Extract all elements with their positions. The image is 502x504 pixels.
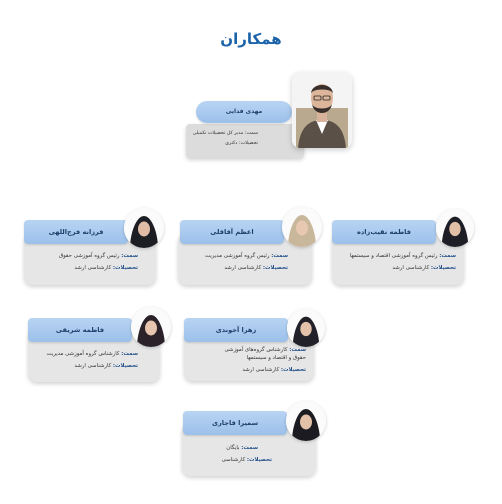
- staff-role: سمت: رئیس گروه آموزشی حقوق: [58, 253, 138, 259]
- woman-portrait-icon: [282, 207, 322, 247]
- staff-role: سمت: بایگان: [226, 445, 258, 451]
- staff-role: سمت: رئیس گروه آموزشی مدیریت: [205, 253, 288, 259]
- staff-name: فاطمه نقیب‌زاده: [332, 220, 436, 244]
- woman-portrait-icon: [131, 307, 171, 347]
- staff-education: تحصیلات: کارشناسی ارشد: [392, 265, 456, 271]
- manager-education: تحصیلات: دکتری: [225, 141, 258, 146]
- man-with-glasses-portrait-icon: [292, 72, 352, 148]
- staff-name: فاطمه شریفی: [28, 318, 132, 342]
- staff-education: تحصیلات: کارشناسی ارشد: [242, 367, 306, 373]
- manager-info-box: [186, 124, 304, 158]
- staff-education: تحصیلات: کارشناسی: [221, 457, 272, 463]
- woman-portrait-icon: [286, 401, 326, 441]
- woman-portrait-icon: [124, 208, 164, 248]
- staff-role: سمت: کارشناس گروه آموزشی مدیریت: [46, 351, 138, 357]
- staff-education: تحصیلات: کارشناسی ارشد: [224, 265, 288, 271]
- staff-role: سمت: رئیس گروه آموزشی اقتصاد و سیستمها: [349, 253, 456, 259]
- staff-name: زهرا آخوندی: [184, 318, 288, 342]
- staff-education: تحصیلات: کارشناسی ارشد: [74, 363, 138, 369]
- woman-portrait-icon: [436, 209, 474, 247]
- staff-education: تحصیلات: کارشناسی ارشد: [74, 265, 138, 271]
- staff-name: فرزانه فرج‌اللهی: [24, 220, 128, 244]
- page-title: همکاران: [220, 30, 282, 48]
- manager-name: مهدی فدایی: [196, 101, 292, 123]
- woman-portrait-icon: [287, 309, 325, 347]
- staff-role: سمت: کارشناس گروه‌های آموزشی حقوق و اقتصاد و سیستمها: [224, 347, 306, 361]
- staff-name: سمیرا قاجاری: [183, 411, 287, 435]
- staff-name: اعظم آقاقلی: [180, 220, 284, 244]
- manager-role: سمت: مدیر کل تحصیلات تکمیلی: [192, 131, 258, 136]
